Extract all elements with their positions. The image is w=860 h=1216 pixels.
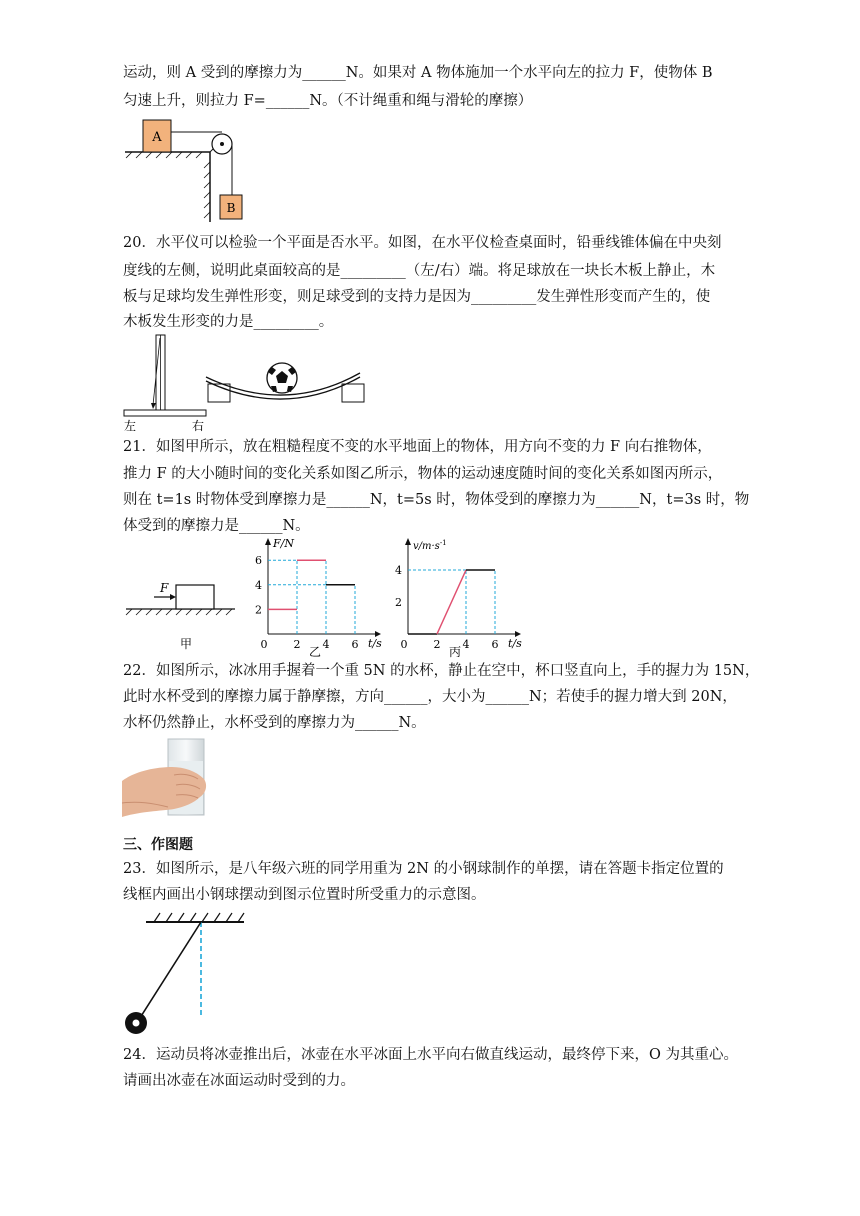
q19-line-2: 匀速上升，则拉力 F=______N。（不计绳重和绳与滑轮的摩擦）: [123, 93, 533, 109]
right-label: 右: [192, 419, 205, 433]
yi-y-tick-label: 2: [255, 603, 262, 617]
yi-x-ticks: [294, 638, 359, 651]
bing-series: [408, 570, 495, 634]
q24-line-2: 请画出冰壶在冰面运动时受到的力。: [123, 1073, 355, 1089]
bing-xlabel: t/s: [508, 637, 522, 650]
bing-x-tick-label: 4: [462, 638, 470, 651]
bing-origin: 0: [400, 638, 408, 651]
hand-glass-image: [122, 737, 212, 821]
bing-y-tick-label: 4: [395, 564, 402, 577]
yi-xlabel: t/s: [368, 637, 382, 650]
pendulum-figure: [120, 905, 260, 1035]
q22-line-3: 水杯仍然静止，水杯受到的摩擦力为______N。: [123, 715, 426, 731]
bing-data-segment: [437, 570, 466, 634]
yi-series: [268, 560, 355, 634]
yi-x-tick-label: 6: [351, 638, 359, 651]
bing-x-tick-label: 2: [433, 638, 441, 651]
section-heading: 三、作图题: [123, 837, 193, 853]
yi-x-tick-label: 4: [322, 638, 330, 651]
caption-jia: 甲: [180, 637, 193, 651]
q21-jia-figure: [120, 575, 250, 655]
yi-y-ticks: [255, 554, 262, 616]
bing-ylabel: [413, 539, 447, 552]
q23-line-2: 线框内画出小钢球摆动到图示位置时所受重力的示意图。: [123, 887, 486, 903]
q23-line-1: 23．如图所示，是八年级六班的同学用重为 2N 的小钢球制作的单摆，请在答题卡指定位置的: [123, 861, 724, 877]
bing-x-tick-label: 6: [491, 638, 499, 651]
left-label: 左: [124, 419, 137, 433]
yi-y-tick-label: 6: [255, 554, 262, 568]
pushed-block: [176, 585, 214, 609]
yi-y-tick-label: 4: [255, 578, 262, 592]
block-b-label: B: [226, 201, 236, 215]
q20-line-1: 20．水平仪可以检验一个平面是否水平。如图，在水平仪检查桌面时，铅垂线锥体偏在中央刻: [123, 235, 722, 251]
bing-y-ticks: [395, 564, 402, 609]
caption-bing: 丙: [448, 645, 462, 659]
q24-line-1: [123, 1045, 738, 1065]
q21-line-3: 则在 t=1s 时物体受到摩擦力是______N，t=5s 时，物体受到的摩擦力为______N，t=3s 时，物: [123, 492, 750, 508]
q22-line-1: 22．如图所示，冰冰用手握着一个重 5N 的水杯，静止在空中，杯口竖直向上，手的握力为 15N，: [123, 663, 760, 679]
yi-origin: 0: [260, 638, 268, 651]
q20-line-3: 板与足球均发生弹性形变，则足球受到的支持力是因为_________发生弹性形变而产生的，使: [123, 289, 711, 305]
bing-y-tick-label: 2: [395, 596, 402, 609]
q21-line-2: 推力 F 的大小随时间的变化关系如图乙所示，物体的运动速度随时间的变化关系如图丙所示，: [123, 466, 723, 482]
q20-line-2: 度线的左侧，说明此桌面较高的是_________（左/右）端。将足球放在一块长木板上静止，木: [123, 263, 716, 279]
q20-figure: [120, 335, 370, 435]
q21-yi-chart: [245, 535, 385, 660]
q19-pulley-figure: [120, 112, 260, 227]
block-a-label: A: [152, 130, 162, 145]
yi-x-tick-label: 2: [293, 638, 301, 651]
bing-ylabel-main: v/m·s: [413, 541, 440, 552]
bing-ylabel-sup: -1: [439, 539, 447, 547]
caption-yi: 乙: [308, 645, 322, 659]
q21-line-1: 21．如图甲所示，放在粗糙程度不变的水平地面上的物体，用方向不变的力 F 向右推物体，: [123, 439, 712, 455]
q20-line-4: 木板发生形变的力是_________。: [123, 314, 334, 330]
q19-line-1: 运动，则 A 受到的摩擦力为______N。如果对 A 物体施加一个水平向左的拉力 F，使物体 B: [123, 65, 713, 81]
q24-line-1-text: 24．运动员将冰壶推出后，冰壶在水平冰面上水平向右做直线运动，最终停下来，O 为其重心。: [123, 1047, 738, 1063]
force-label: F: [160, 581, 169, 595]
bing-x-ticks: [434, 638, 499, 651]
football-icon: [267, 363, 297, 393]
q22-line-2: 此时水杯受到的摩擦力属于静摩擦，方向______，大小为______N；若使手的握力增大到 20N，: [123, 689, 737, 705]
q21-line-4: 体受到的摩擦力是______N。: [123, 518, 310, 534]
yi-ylabel: F/N: [273, 537, 294, 550]
q21-bing-chart: [385, 535, 530, 660]
